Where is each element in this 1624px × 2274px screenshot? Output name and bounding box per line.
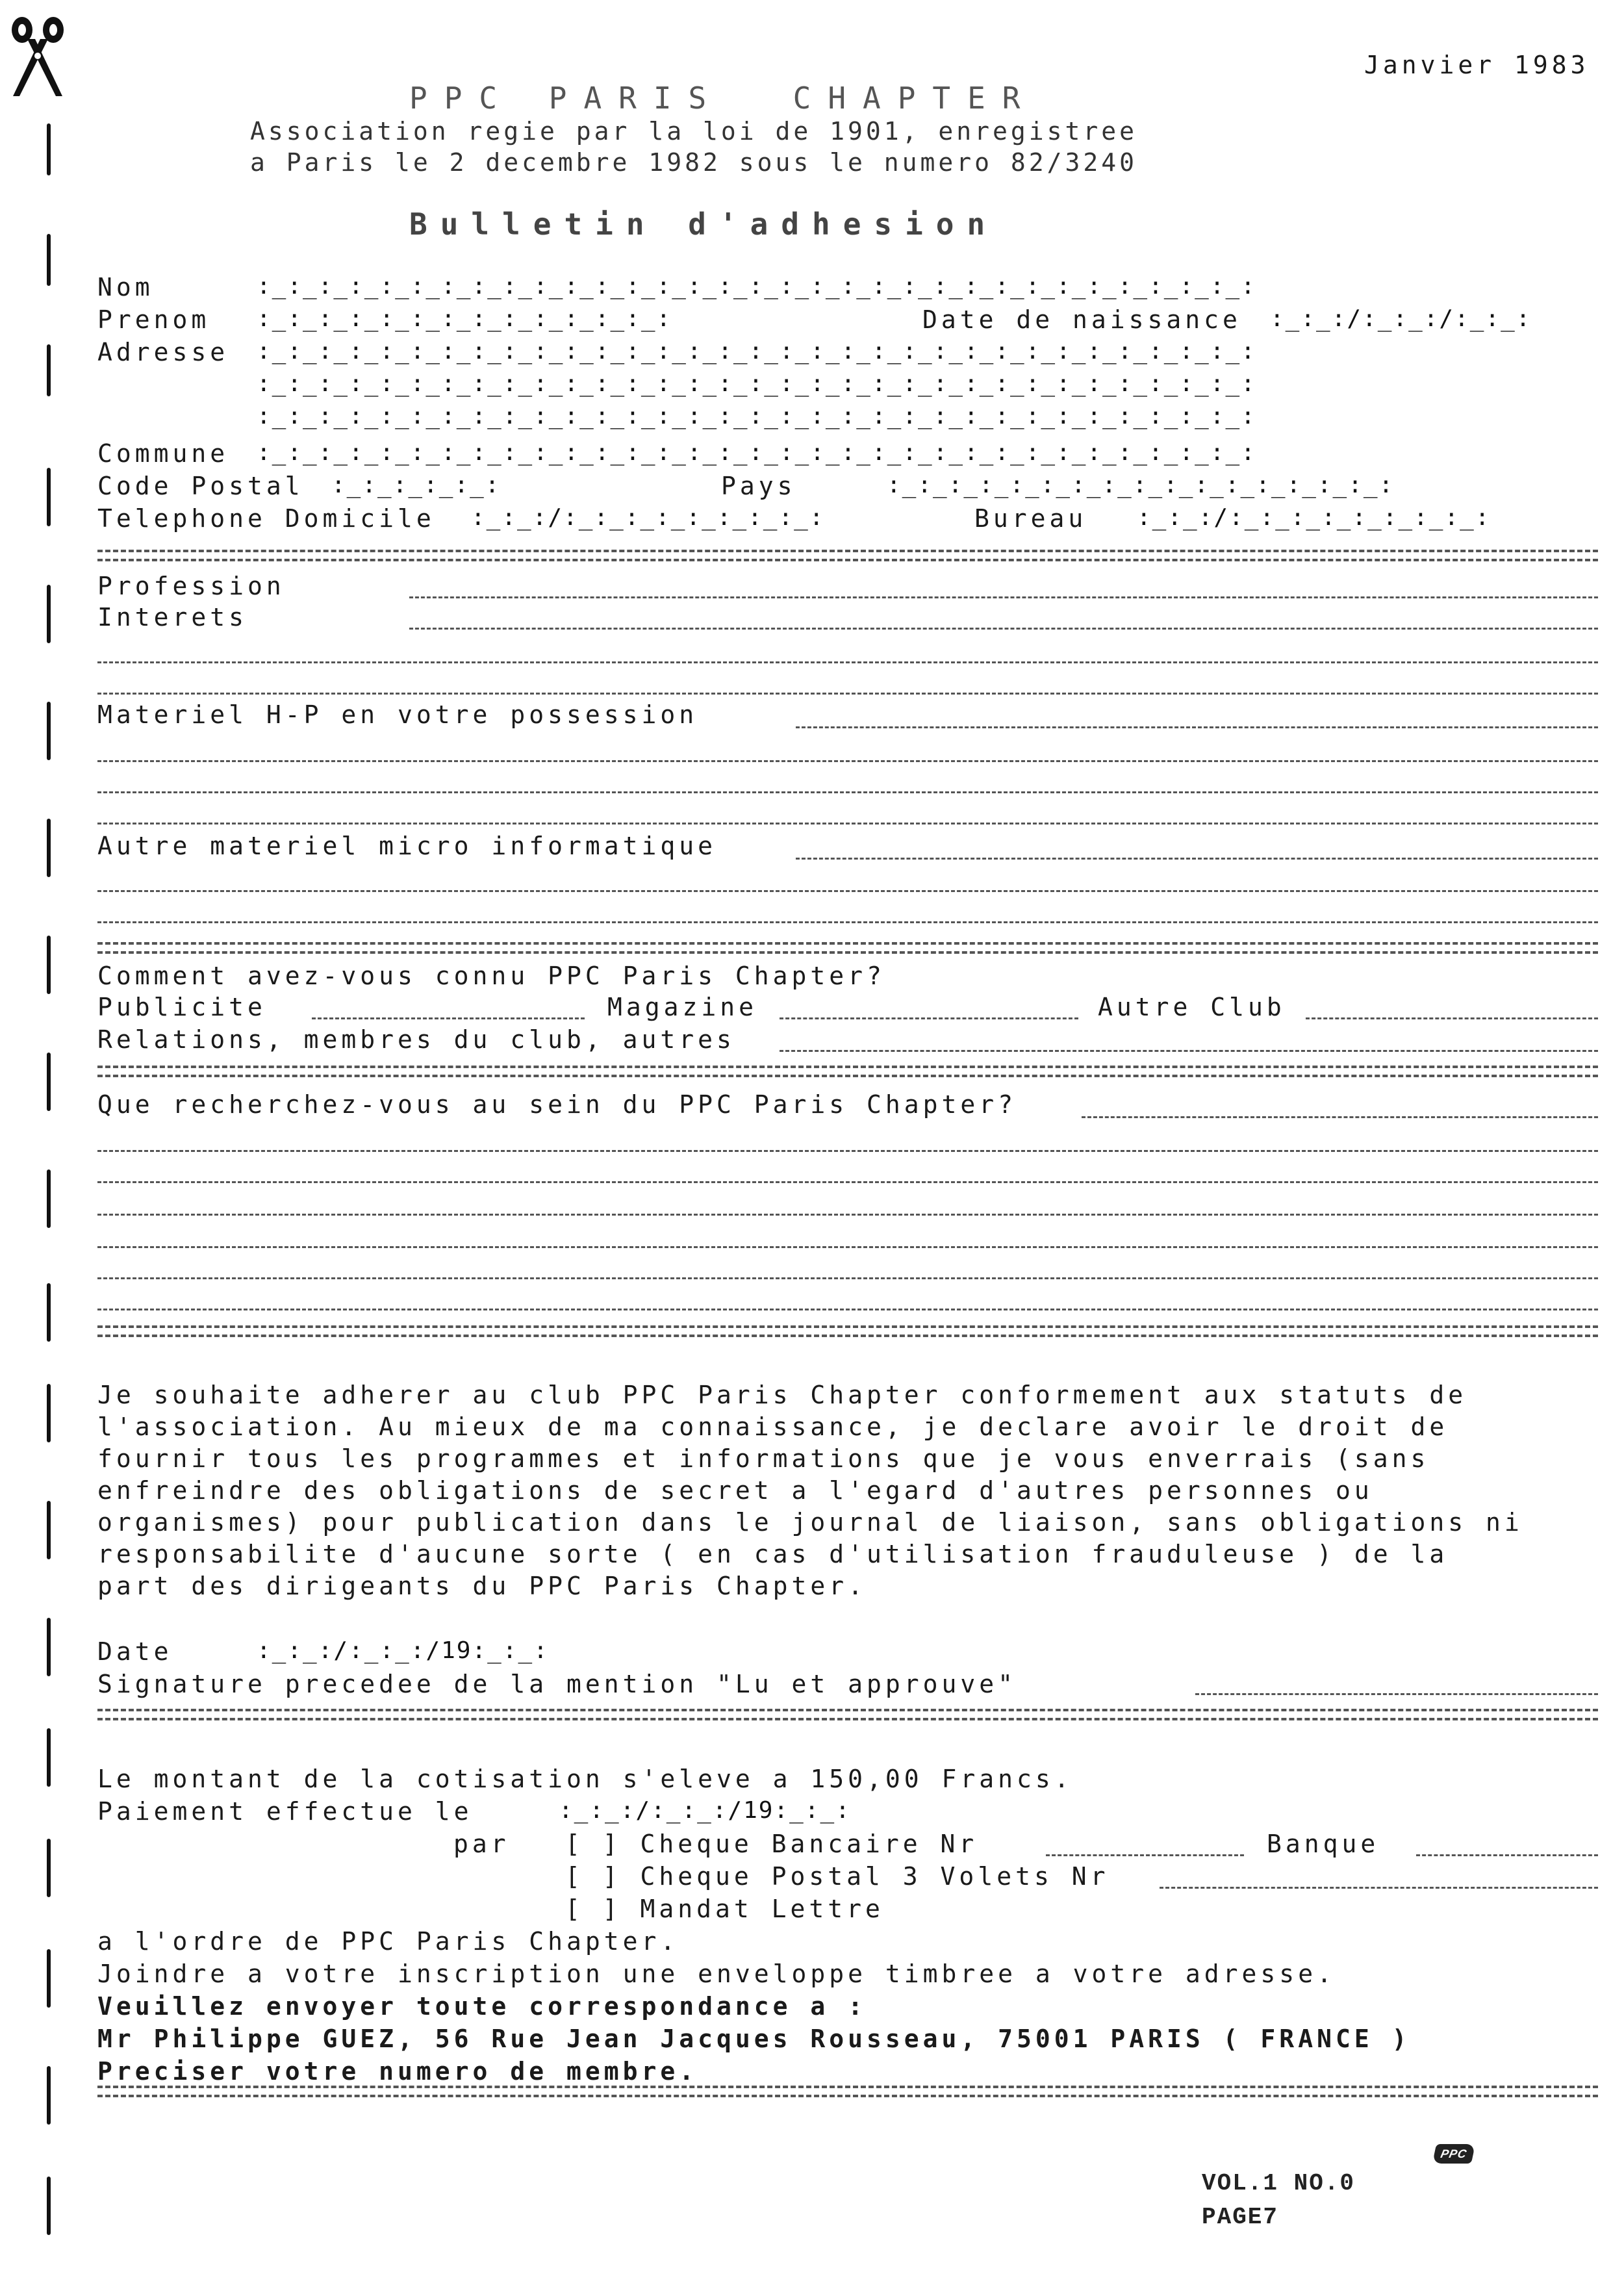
separator xyxy=(97,2086,1598,2097)
bureau-field[interactable]: :_:_:/:_:_:_:_:_:_:_:_: xyxy=(1137,504,1491,531)
telephone-label: Telephone Domicile xyxy=(97,504,435,533)
adresse-field-2[interactable]: :_:_:_:_:_:_:_:_:_:_:_:_:_:_:_:_:_:_:_:_:_:_:_:_:_:_:_:_:_:_:_:_: xyxy=(257,370,1256,397)
cotisation-amount: Le montant de la cotisation s'eleve a 150,00 Francs. xyxy=(97,1765,1073,1793)
seek-question: Que recherchez-vous au sein du PPC Paris Chapter? xyxy=(97,1090,1017,1119)
profession-label: Profession xyxy=(97,572,285,600)
autre-club-label: Autre Club xyxy=(1098,993,1286,1021)
adresse-field-1[interactable]: :_:_:_:_:_:_:_:_:_:_:_:_:_:_:_:_:_:_:_:_:_:_:_:_:_:_:_:_:_:_:_:_: xyxy=(257,338,1256,364)
interets-field-2[interactable] xyxy=(97,661,1598,663)
code-postal-label: Code Postal xyxy=(97,472,304,500)
hp-material-label: Materiel H-P en votre possession xyxy=(97,700,698,729)
paiement-date-field[interactable]: :_:_:/:_:_:/19:_:_: xyxy=(559,1797,851,1824)
seek-field-4[interactable] xyxy=(97,1214,1598,1216)
prenom-label: Prenom xyxy=(97,305,210,334)
mailing-address: Mr Philippe GUEZ, 56 Rue Jean Jacques Rousseau, 75001 PARIS ( FRANCE ) xyxy=(97,2025,1411,2053)
naissance-field[interactable]: :_:_:/:_:_:/:_:_: xyxy=(1270,305,1532,332)
seek-field-2[interactable] xyxy=(97,1150,1598,1152)
magazine-field[interactable] xyxy=(780,1017,1078,1019)
separator-line xyxy=(97,693,1598,695)
signature-label: Signature precedee de la mention "Lu et approuve" xyxy=(97,1670,1017,1698)
seek-field-7[interactable] xyxy=(97,1309,1598,1310)
other-material-label: Autre materiel micro informatique xyxy=(97,832,717,860)
pays-field[interactable]: :_:_:_:_:_:_:_:_:_:_:_:_:_:_:_:_: xyxy=(887,472,1395,498)
envoyer-text: Veuillez envoyer toute correspondance a : xyxy=(97,1992,867,2021)
page-number: PAGE7 xyxy=(1202,2204,1279,2230)
publicite-field[interactable] xyxy=(312,1017,585,1019)
relations-label: Relations, membres du club, autres xyxy=(97,1025,735,1054)
telephone-field[interactable]: :_:_:/:_:_:_:_:_:_:_:_: xyxy=(471,504,825,531)
other-material-field-3[interactable] xyxy=(97,921,1598,923)
ppc-logo: PPC xyxy=(1432,2144,1475,2164)
form-title: Bulletin d'adhesion xyxy=(409,207,998,242)
separator xyxy=(97,1066,1598,1077)
banque-field[interactable] xyxy=(1416,1854,1598,1856)
commune-label: Commune xyxy=(97,439,229,468)
mandat-lettre-option[interactable]: [ ] Mandat Lettre xyxy=(565,1895,884,1923)
source-question: Comment avez-vous connu PPC Paris Chapter? xyxy=(97,962,885,990)
declaration-line-3: fournir tous les programmes et informations que je vous enverrais (sans xyxy=(97,1444,1430,1473)
signature-field[interactable] xyxy=(1195,1693,1598,1695)
par-label: par xyxy=(453,1830,510,1858)
declaration-line-4: enfreindre des obligations de secret a l'egard d'autres personnes ou xyxy=(97,1476,1373,1505)
hp-material-field-2[interactable] xyxy=(97,760,1598,762)
pays-label: Pays xyxy=(721,472,796,500)
seek-field-5[interactable] xyxy=(97,1246,1598,1248)
publicite-label: Publicite xyxy=(97,993,266,1021)
other-material-field[interactable] xyxy=(796,858,1598,860)
profession-field[interactable] xyxy=(409,596,1598,598)
nom-label: Nom xyxy=(97,273,154,301)
separator xyxy=(97,550,1598,561)
autre-club-field[interactable] xyxy=(1306,1017,1598,1019)
hp-material-field[interactable] xyxy=(796,726,1598,728)
cheque-postal-option[interactable]: [ ] Cheque Postal 3 Volets Nr xyxy=(565,1862,1110,1891)
adresse-field-3[interactable]: :_:_:_:_:_:_:_:_:_:_:_:_:_:_:_:_:_:_:_:_:_:_:_:_:_:_:_:_:_:_:_:_: xyxy=(257,403,1256,429)
adresse-label: Adresse xyxy=(97,338,229,366)
other-material-field-2[interactable] xyxy=(97,890,1598,892)
bureau-label: Bureau xyxy=(974,504,1087,533)
association-line-2: a Paris le 2 decembre 1982 sous le numero 82/3240 xyxy=(250,148,1138,177)
association-line-1: Association regie par la loi de 1901, enregistree xyxy=(250,117,1138,146)
magazine-label: Magazine xyxy=(607,993,758,1021)
hp-material-field-3[interactable] xyxy=(97,791,1598,793)
header-date: Janvier 1983 xyxy=(1364,51,1590,79)
nom-field[interactable]: :_:_:_:_:_:_:_:_:_:_:_:_:_:_:_:_:_:_:_:_:_:_:_:_:_:_:_:_:_:_:_:_: xyxy=(257,273,1256,300)
banque-label: Banque xyxy=(1267,1830,1380,1858)
relations-field[interactable] xyxy=(780,1050,1598,1052)
prenom-field[interactable]: :_:_:_:_:_:_:_:_:_:_:_:_:_: xyxy=(257,305,672,332)
declaration-line-1: Je souhaite adherer au club PPC Paris Chapter conformement aux statuts de xyxy=(97,1381,1467,1409)
ordre-text: a l'ordre de PPC Paris Chapter. xyxy=(97,1927,679,1956)
joindre-text: Joindre a votre inscription une enveloppe timbree a votre adresse. xyxy=(97,1960,1336,1988)
interets-field[interactable] xyxy=(409,628,1598,630)
separator xyxy=(97,942,1598,954)
scissors-icon xyxy=(5,13,70,97)
paiement-label: Paiement effectue le xyxy=(97,1797,473,1826)
code-postal-field[interactable]: :_:_:_:_:_: xyxy=(331,472,501,498)
date-field[interactable]: :_:_:/:_:_:/19:_:_: xyxy=(257,1637,549,1664)
cheque-bancaire-option[interactable]: [ ] Cheque Bancaire Nr xyxy=(565,1830,978,1858)
volume-number: VOL.1 NO.0 xyxy=(1202,2170,1356,2197)
separator-line xyxy=(97,823,1598,824)
date-label: Date xyxy=(97,1637,173,1666)
naissance-label: Date de naissance xyxy=(922,305,1241,334)
cheque-bancaire-nr-field[interactable] xyxy=(1046,1854,1244,1856)
interets-label: Interets xyxy=(97,603,248,632)
declaration-line-6: responsabilite d'aucune sorte ( en cas d'utilisation frauduleuse ) de la xyxy=(97,1540,1449,1568)
declaration-line-2: l'association. Au mieux de ma connaissance, je declare avoir le droit de xyxy=(97,1412,1449,1441)
commune-field[interactable]: :_:_:_:_:_:_:_:_:_:_:_:_:_:_:_:_:_:_:_:_:_:_:_:_:_:_:_:_:_:_:_:_: xyxy=(257,439,1256,466)
seek-field[interactable] xyxy=(1082,1116,1598,1118)
seek-field-6[interactable] xyxy=(97,1277,1598,1279)
separator xyxy=(97,1325,1598,1337)
declaration-line-7: part des dirigeants du PPC Paris Chapter. xyxy=(97,1572,867,1600)
cheque-postal-nr-field[interactable] xyxy=(1160,1887,1598,1889)
seek-field-3[interactable] xyxy=(97,1181,1598,1183)
preciser-text: Preciser votre numero de membre. xyxy=(97,2057,698,2086)
page-title: PPC PARIS CHAPTER xyxy=(409,81,1037,116)
declaration-line-5: organismes) pour publication dans le journal de liaison, sans obligations ni xyxy=(97,1508,1523,1537)
separator xyxy=(97,1709,1598,1720)
